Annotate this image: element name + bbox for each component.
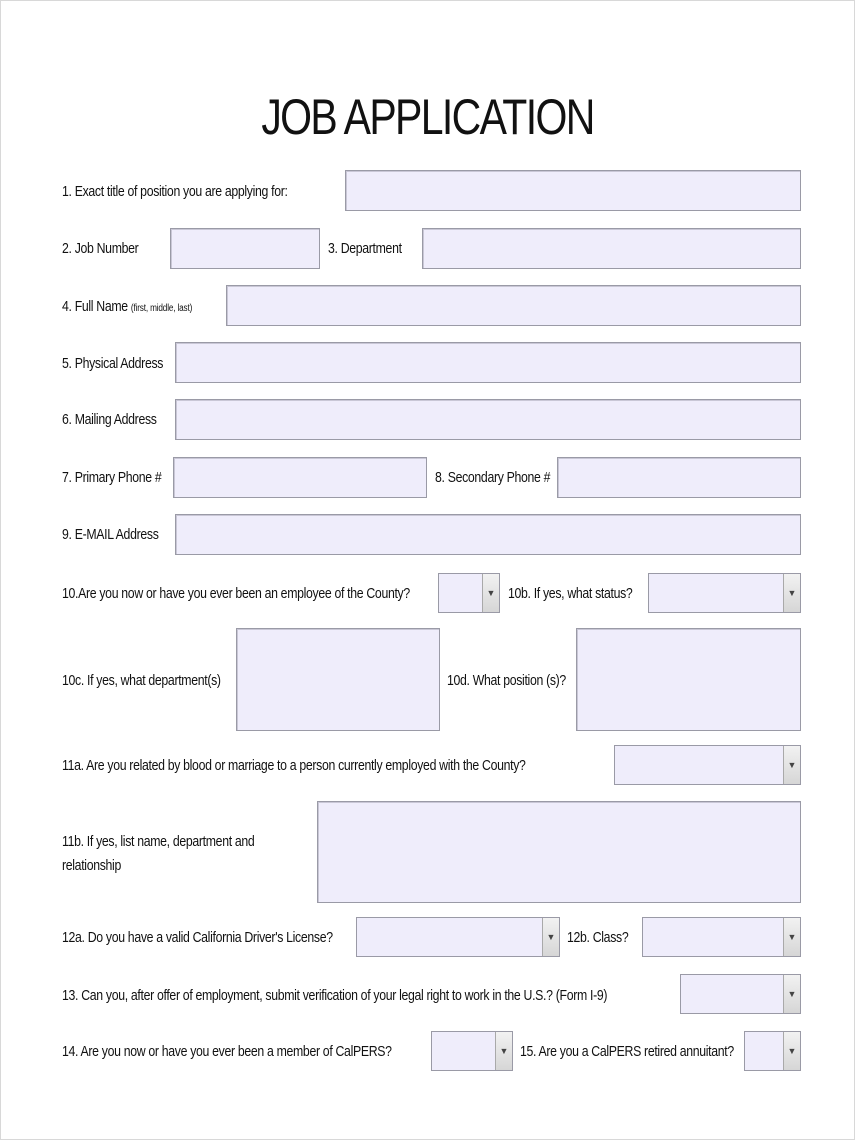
q15-label: 15. Are you a CalPERS retired annuitant? [520, 1043, 734, 1060]
q10b-label: 10b. If yes, what status? [508, 585, 633, 602]
q4-label [62, 298, 192, 315]
department-field[interactable] [422, 228, 801, 269]
drivers-license-select[interactable] [356, 917, 560, 957]
full-name-field[interactable] [226, 285, 801, 326]
q2-label: 2. Job Number [62, 240, 139, 257]
chevron-down-icon: ▼ [783, 1032, 800, 1070]
email-field[interactable] [175, 514, 801, 555]
chevron-down-icon: ▼ [783, 746, 800, 784]
calpers-annuitant-select[interactable] [744, 1031, 801, 1071]
primary-phone-field[interactable] [173, 457, 427, 498]
chevron-down-icon: ▼ [783, 918, 800, 956]
q5-label: 5. Physical Address [62, 355, 164, 372]
calpers-member-select[interactable] [431, 1031, 513, 1071]
job-number-field[interactable] [170, 228, 320, 269]
county-employee-select[interactable] [438, 573, 500, 613]
chevron-down-icon: ▼ [495, 1032, 512, 1070]
q10d-label: 10d. What position (s)? [447, 672, 566, 689]
q10c-label: 10c. If yes, what department(s) [62, 672, 221, 689]
q7-label: 7. Primary Phone # [62, 469, 162, 486]
q1-label: 1. Exact title of position you are applying for: [62, 183, 288, 200]
q13-label: 13. Can you, after offer of employment, submit verification of your legal right to work in the U.S.? (Form I-9) [62, 987, 608, 1004]
q11b-label-line2: relationship [62, 857, 121, 874]
q14-label: 14. Are you now or have you ever been a member of CalPERS? [62, 1043, 392, 1060]
position-title-field[interactable] [345, 170, 801, 211]
q12a-label: 12a. Do you have a valid California Driver's License? [62, 929, 333, 946]
chevron-down-icon: ▼ [542, 918, 559, 956]
q9-label: 9. E-MAIL Address [62, 526, 159, 543]
q6-label: 6. Mailing Address [62, 411, 157, 428]
mailing-address-field[interactable] [175, 399, 801, 440]
related-select[interactable] [614, 745, 801, 785]
q3-label: 3. Department [328, 240, 402, 257]
position-history-field[interactable] [576, 628, 801, 731]
q10-label: 10.Are you now or have you ever been an employee of the County? [62, 585, 410, 602]
status-select[interactable] [648, 573, 801, 613]
q11b-label [62, 830, 254, 878]
physical-address-field[interactable] [175, 342, 801, 383]
q4-hint: (first, middle, last) [130, 303, 193, 314]
q11b-label-line1: 11b. If yes, list name, department and [62, 833, 255, 850]
q12b-label: 12b. Class? [567, 929, 629, 946]
license-class-select[interactable] [642, 917, 801, 957]
secondary-phone-field[interactable] [557, 457, 801, 498]
chevron-down-icon: ▼ [482, 574, 499, 612]
q4-label-text: 4. Full Name [62, 298, 128, 315]
chevron-down-icon: ▼ [783, 574, 800, 612]
q8-label: 8. Secondary Phone # [435, 469, 551, 486]
chevron-down-icon: ▼ [783, 975, 800, 1013]
department-history-field[interactable] [236, 628, 440, 731]
page-title: JOB APPLICATION [261, 89, 594, 145]
q11a-label: 11a. Are you related by blood or marriage to a person currently employed with the County? [62, 757, 526, 774]
work-verification-select[interactable] [680, 974, 801, 1014]
relationship-field[interactable] [317, 801, 801, 903]
